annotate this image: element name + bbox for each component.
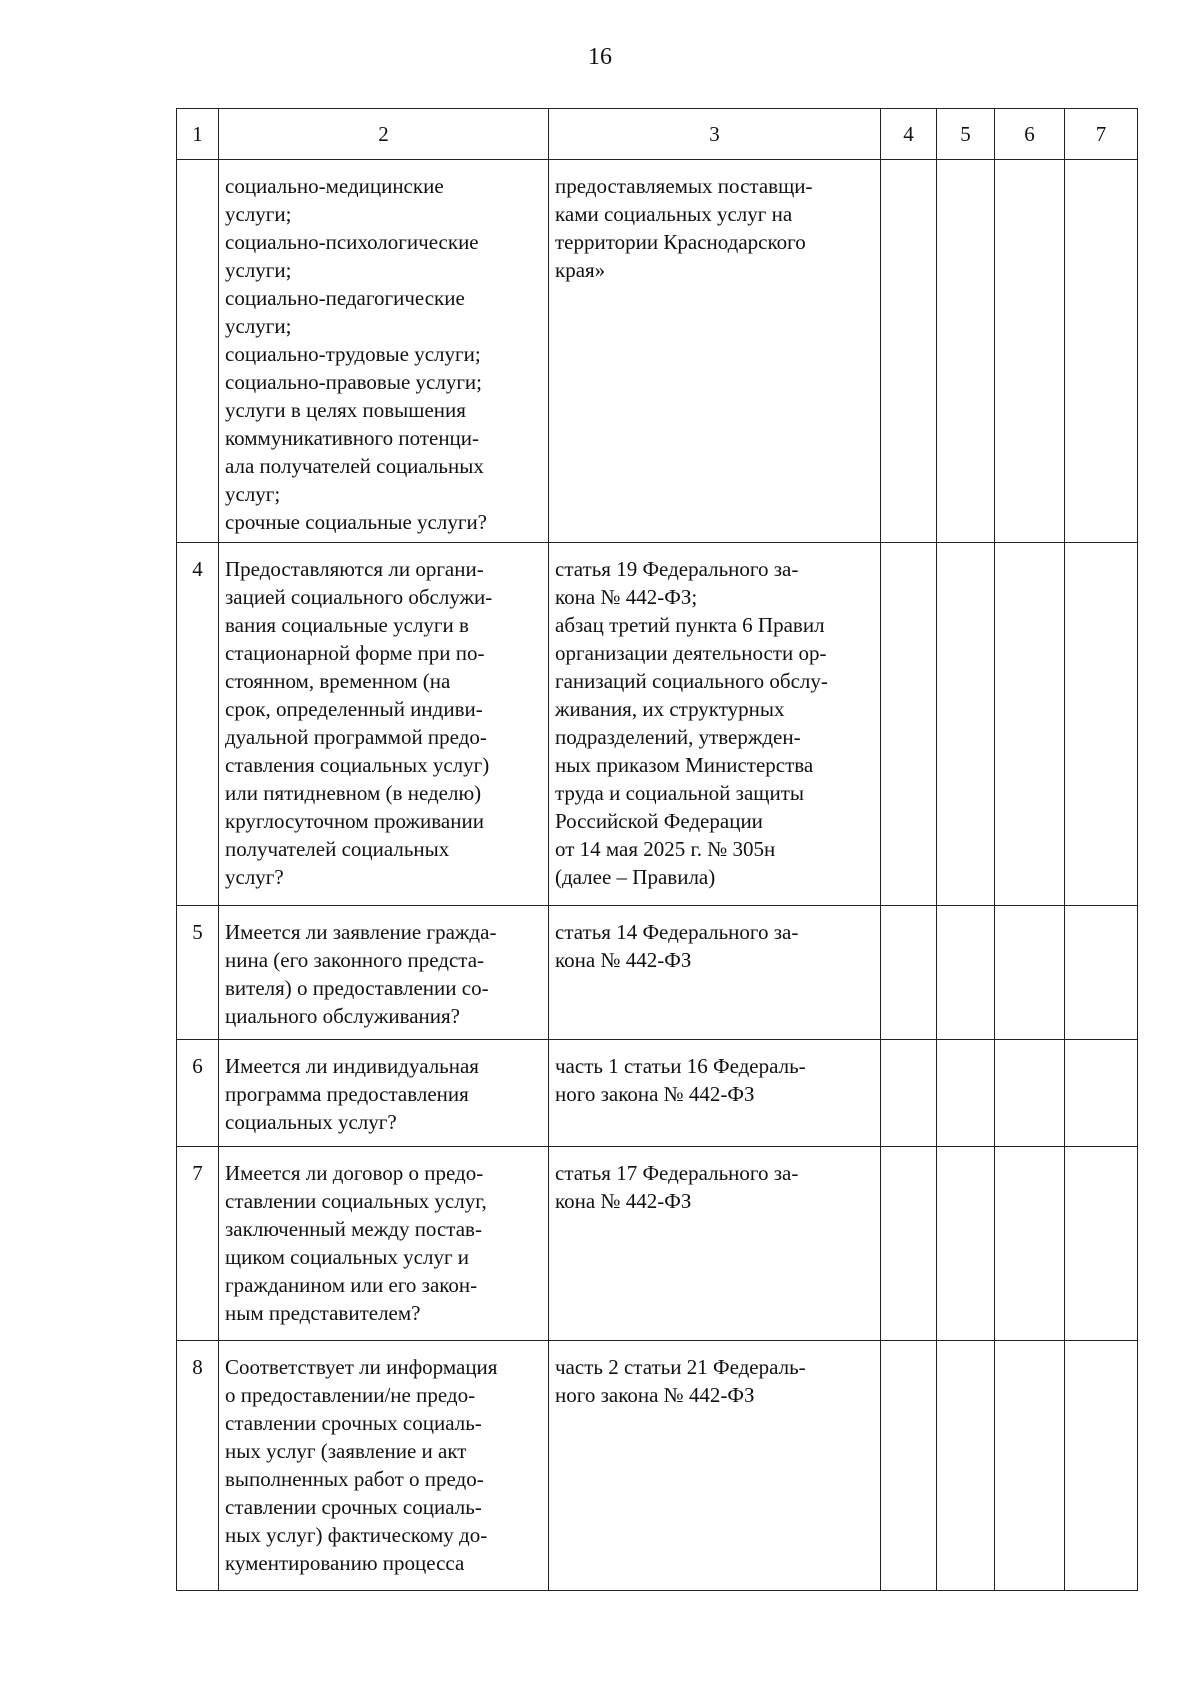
page-number: 16 bbox=[588, 44, 612, 70]
empty-cell bbox=[1065, 543, 1138, 906]
header-cell: 3 bbox=[549, 109, 881, 160]
reference-cell: статья 14 Федерального за- кона № 442-ФЗ bbox=[549, 906, 881, 1040]
row-number: 6 bbox=[177, 1040, 219, 1147]
header-cell: 4 bbox=[881, 109, 937, 160]
table-row bbox=[177, 543, 1138, 906]
empty-cell bbox=[881, 906, 937, 1040]
empty-cell bbox=[995, 160, 1065, 543]
empty-cell bbox=[995, 1040, 1065, 1147]
empty-cell bbox=[995, 1147, 1065, 1341]
question-cell: Имеется ли индивидуальная программа предоставления социальных услуг? bbox=[219, 1040, 549, 1147]
row-number bbox=[177, 160, 219, 543]
question-cell: социально-медицинские услуги; социально-психологические услуги; социально-педагогические услуги; социально-трудовые услуги; социально-правовые услуги; услуги в целях повышения коммуникативного потенци- ала получателей социальных услуг; срочные социальные услуги? bbox=[219, 160, 549, 543]
table-row bbox=[177, 906, 1138, 1040]
empty-cell bbox=[881, 543, 937, 906]
header-cell: 2 bbox=[219, 109, 549, 160]
empty-cell bbox=[1065, 1040, 1138, 1147]
empty-cell bbox=[995, 543, 1065, 906]
row-number: 7 bbox=[177, 1147, 219, 1341]
empty-cell bbox=[1065, 906, 1138, 1040]
empty-cell bbox=[881, 160, 937, 543]
reference-cell: часть 2 статьи 21 Федераль- ного закона № 442-ФЗ bbox=[549, 1341, 881, 1591]
table-row bbox=[177, 1341, 1138, 1591]
question-cell: Соответствует ли информация о предоставлении/не предо- ставлении срочных социаль- ных услуг (заявление и акт выполненных работ о предо- ставлении срочных социаль- ных услуг) фактическому до- кументированию процесса bbox=[219, 1341, 549, 1591]
question-cell: Имеется ли заявление гражда- нина (его законного предста- вителя) о предоставлении со- циального обслуживания? bbox=[219, 906, 549, 1040]
checklist-table bbox=[176, 108, 1138, 1591]
row-number: 8 bbox=[177, 1341, 219, 1591]
table-row bbox=[177, 1040, 1138, 1147]
header-cell: 7 bbox=[1065, 109, 1138, 160]
empty-cell bbox=[937, 160, 995, 543]
empty-cell bbox=[937, 1341, 995, 1591]
table-header-row bbox=[177, 109, 1138, 160]
empty-cell bbox=[995, 906, 1065, 1040]
header-cell: 5 bbox=[937, 109, 995, 160]
reference-cell: статья 17 Федерального за- кона № 442-ФЗ bbox=[549, 1147, 881, 1341]
row-number: 4 bbox=[177, 543, 219, 906]
empty-cell bbox=[881, 1040, 937, 1147]
table-row bbox=[177, 160, 1138, 543]
empty-cell bbox=[1065, 160, 1138, 543]
empty-cell bbox=[881, 1341, 937, 1591]
empty-cell bbox=[937, 543, 995, 906]
empty-cell bbox=[1065, 1341, 1138, 1591]
empty-cell bbox=[937, 1147, 995, 1341]
question-cell: Имеется ли договор о предо- ставлении социальных услуг, заключенный между постав- щиком социальных услуг и гражданином или его закон- ным представителем? bbox=[219, 1147, 549, 1341]
reference-cell: предоставляемых поставщи- ками социальных услуг на территории Краснодарского края» bbox=[549, 160, 881, 543]
empty-cell bbox=[995, 1341, 1065, 1591]
row-number: 5 bbox=[177, 906, 219, 1040]
header-cell: 1 bbox=[177, 109, 219, 160]
question-cell: Предоставляются ли органи- зацией социального обслужи- вания социальные услуги в стационарной форме при по- стоянном, временном (на срок, определенный индиви- дуальной программой предо- ставления социальных услуг) или пятидневном (в неделю) круглосуточном проживании получателей социальных услуг? bbox=[219, 543, 549, 906]
header-cell: 6 bbox=[995, 109, 1065, 160]
reference-cell: часть 1 статьи 16 Федераль- ного закона № 442-ФЗ bbox=[549, 1040, 881, 1147]
empty-cell bbox=[937, 906, 995, 1040]
table-row bbox=[177, 1147, 1138, 1341]
empty-cell bbox=[1065, 1147, 1138, 1341]
reference-cell: статья 19 Федерального за- кона № 442-ФЗ; абзац третий пункта 6 Правил организации деятельности ор- ганизаций социального обслу- живания, их структурных подразделений, утвержден- ных приказом Министерства труда и социальной защиты Российской Федерации от 14 мая 2025 г. № 305н (далее – Правила) bbox=[549, 543, 881, 906]
empty-cell bbox=[881, 1147, 937, 1341]
empty-cell bbox=[937, 1040, 995, 1147]
